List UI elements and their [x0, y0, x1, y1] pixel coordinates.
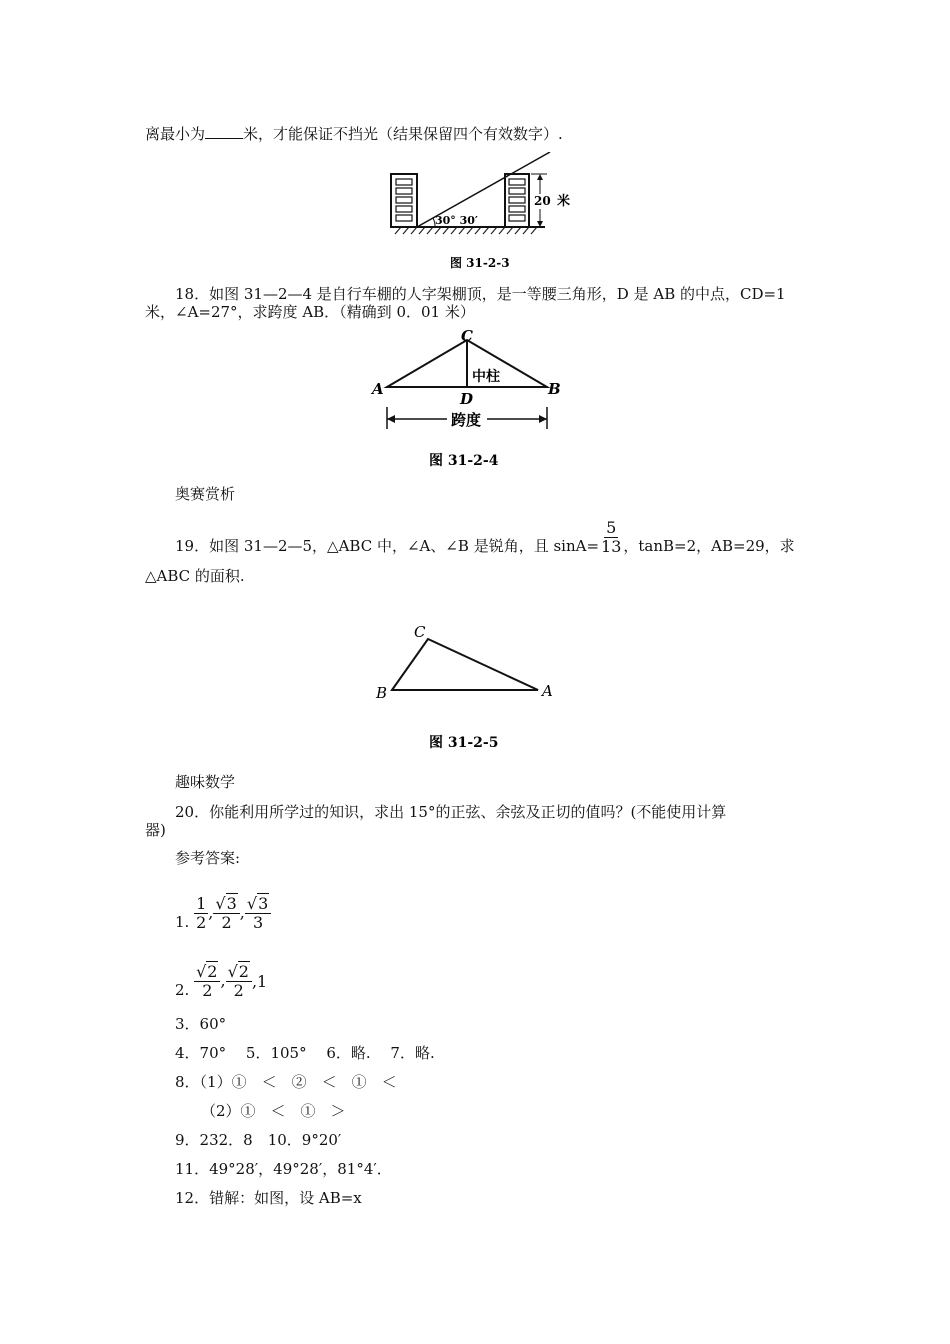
- answer-9-10: 9．232．8 10．9°20′: [175, 1131, 342, 1149]
- numerator: 1: [196, 894, 207, 913]
- left-building: [391, 174, 417, 227]
- fraction-1-2: [194, 895, 208, 932]
- denominator: 2: [202, 981, 213, 1000]
- radicand: 3: [226, 894, 237, 913]
- midpoint-d: D: [460, 390, 474, 408]
- figure-caption-31-2-5: 图 31-2-5: [429, 735, 499, 751]
- q18-line-2: 米，∠A=27°，求跨度 AB．（精确到 0．01 米）: [145, 303, 475, 321]
- comma: ,: [208, 903, 214, 922]
- radicand: 3: [258, 894, 269, 913]
- q19-line-1: [175, 514, 795, 556]
- section-fun-title: 趣味数学: [175, 773, 236, 791]
- figure-31-2-5: [370, 612, 580, 762]
- span-label: 跨度: [451, 411, 482, 429]
- angle-label: 30° 30′: [435, 214, 478, 227]
- answer-1: [175, 882, 271, 932]
- sin-denominator: 13: [601, 537, 622, 556]
- answer-2-math: [194, 963, 267, 1000]
- answer-4-7: 4．70° 5．105° 6．略. 7．略.: [175, 1044, 435, 1062]
- q20-line-1: 20．你能利用所学过的知识，求出 15°的正弦、余弦及正切的值吗？(不能使用计算: [175, 803, 727, 821]
- vertex-c: C: [414, 623, 426, 641]
- q19-line-2: △ABC 的面积.: [145, 567, 245, 585]
- section-olympiad-title: 奥赛赏析: [175, 485, 236, 503]
- vertex-b: B: [548, 380, 561, 398]
- fraction-sqrt2-2: $\frac{√2}{2}$: [226, 963, 252, 1000]
- figure-31-2-4: [365, 325, 575, 475]
- q19-prefix: 19．如图 31—2—5，△ABC 中，∠A、∠B 是锐角，且 sinA=: [175, 537, 600, 555]
- answer-2-label: 2.: [175, 981, 190, 999]
- answer-1-label: 1.: [175, 913, 190, 931]
- answer-2-tail: ,1: [251, 972, 268, 991]
- answer-11: 11．49°28′，49°28′，81°4′．: [175, 1160, 392, 1178]
- answer-3: 3．60°: [175, 1015, 227, 1033]
- denominator: 3: [252, 913, 264, 932]
- radicand: 2: [207, 962, 218, 981]
- q17-text-before: 离最小为: [145, 125, 206, 143]
- sin-numerator: 5: [606, 518, 617, 537]
- answer-2: [175, 950, 267, 1000]
- comma: ,: [239, 903, 245, 922]
- q17-text-after: 米，才能保证不挡光（结果保留四个有效数字）.: [243, 125, 563, 143]
- answers-title: 参考答案:: [175, 849, 241, 867]
- radicand: 2: [238, 962, 249, 981]
- vertex-a: A: [372, 380, 384, 398]
- q20-line-2: 器): [145, 821, 166, 839]
- denominator: 2: [221, 913, 232, 932]
- figure-31-2-3: [385, 152, 585, 272]
- answer-1-math: [194, 895, 271, 932]
- sin-fraction: [599, 519, 623, 556]
- answer-8-part-2: （2）① ＜ ① ＞: [201, 1102, 346, 1120]
- answer-12: 12．错解：如图，设 AB=x: [175, 1189, 362, 1207]
- fraction-sqrt3-3: $\frac{√3}{3}$: [245, 895, 271, 932]
- q17-tail-line: [145, 124, 563, 144]
- vertex-a: A: [542, 682, 553, 700]
- figure-caption-31-2-3: 图 31-2-3: [450, 256, 510, 270]
- q18-line-1: 18．如图 31—2—4 是自行车棚的人字架棚顶，是一等腰三角形，D 是 AB 的中点，CD=1: [175, 285, 786, 303]
- height-unit: 米: [557, 194, 571, 209]
- triangle-abc: [392, 639, 538, 690]
- vertex-b: B: [376, 684, 388, 702]
- fraction-sqrt2-2: $\frac{√2}{2}$: [194, 963, 220, 1000]
- figure-caption-31-2-4: 图 31-2-4: [429, 453, 499, 469]
- pillar-label: 中柱: [472, 369, 500, 385]
- answer-8-part-1: 8．（1）① ＜ ② ＜ ① ＜: [175, 1073, 397, 1091]
- denominator: 2: [233, 981, 244, 1000]
- comma: ,: [220, 971, 226, 990]
- height-label: 20: [534, 194, 551, 208]
- fraction-sqrt3-2: $\frac{√3}{2}$: [213, 895, 239, 932]
- q19-suffix: ，tanB=2，AB=29，求: [623, 537, 795, 555]
- vertex-c: C: [461, 327, 473, 345]
- denominator: 2: [196, 913, 207, 932]
- answer-blank: [205, 124, 243, 139]
